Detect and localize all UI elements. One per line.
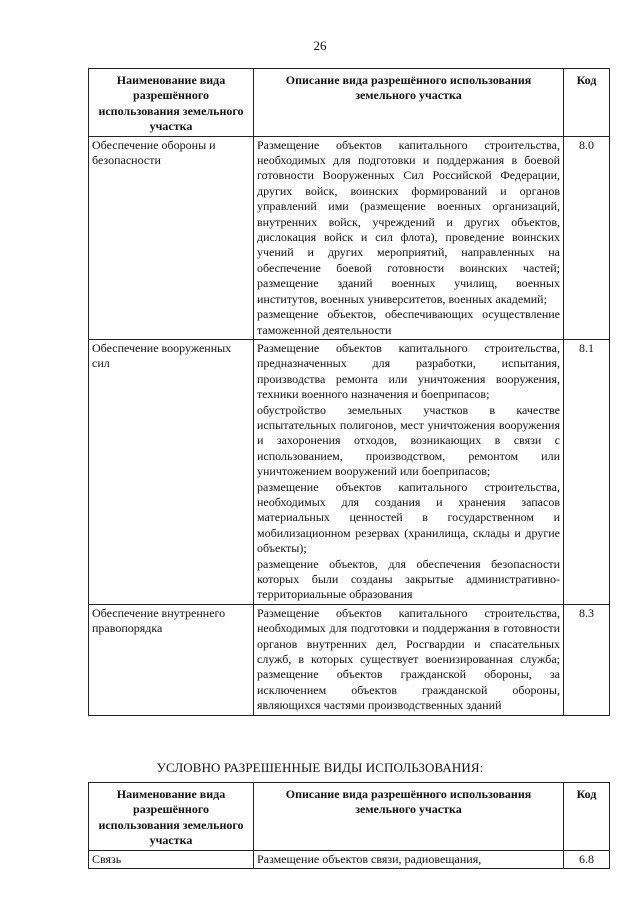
table-row xyxy=(89,339,610,604)
row-description xyxy=(254,136,564,339)
header-description: Описание вида разрешённого использования земельного участка xyxy=(254,783,564,851)
description-paragraph: Размещение объектов капитального строительства, необходимых для подготовки и поддержания в боевой готовности Вооруженных Сил Российской Федерации, других войск, воинских формирований и органов управлений ими (размещение военных организаций, внутренних войск, учреждений и других объектов, дислокация войск и сил флота), проведение воинских учений и других мероприятий, направленных на обеспечение боевой готовности воинских частей; размещение зданий военных училищ, военных институтов, военных университетов, военных академий; xyxy=(257,137,560,306)
description-paragraph: размещение объектов капитального строительства, необходимых для создания и хранения запасов материальных ценностей в государственном и мобилизационном резервах (хранилища, склады и другие объекты); xyxy=(257,479,560,556)
description-paragraph: Размещение объектов капитального строительства, необходимых для подготовки и поддержания в готовности органов внутренних дел, Росгвардии и спасательных служб, в которых существует военизированная служба; размещение объектов гражданской обороны, за исключением объектов гражданской обороны, являющихся частями производственных зданий xyxy=(257,605,560,713)
header-name: Наименование вида разрешённого использования земельного участка xyxy=(89,69,254,137)
row-name: Связь xyxy=(89,850,254,868)
page-number: 26 xyxy=(313,38,327,53)
row-name: Обеспечение внутреннего правопорядка xyxy=(89,604,254,715)
table-row xyxy=(89,850,610,868)
row-code: 8.3 xyxy=(564,604,610,715)
table-header-row xyxy=(89,69,610,137)
table-row xyxy=(89,136,610,339)
header-description: Описание вида разрешённого использования земельного участка xyxy=(254,69,564,137)
description-paragraph: обустройство земельных участков в качестве испытательных полигонов, мест уничтожения вооружения и захоронения отходов, возникающих в связи с использованием, производством, ремонтом или уничтожением вооружений или боеприпасов; xyxy=(257,402,560,479)
row-description xyxy=(254,604,564,715)
header-code: Код xyxy=(564,69,610,137)
table-row xyxy=(89,604,610,715)
row-description xyxy=(254,850,564,868)
header-name: Наименование вида разрешённого использования земельного участка xyxy=(89,783,254,851)
conditional-uses-table xyxy=(88,782,610,869)
row-code: 8.1 xyxy=(564,339,610,604)
table-header-row xyxy=(89,783,610,851)
description-paragraph: Размещение объектов капитального строительства, предназначенных для разработки, испытания, производства ремонта или уничтожения вооружения, техники военного назначения и боеприпасов; xyxy=(257,340,560,402)
header-code: Код xyxy=(564,783,610,851)
row-code: 6.8 xyxy=(564,850,610,868)
description-paragraph: размещение объектов, обеспечивающих осуществление таможенной деятельности xyxy=(257,307,560,337)
description-paragraph: размещение объектов, для обеспечения безопасности которых были созданы закрытые административно-территориальные образования xyxy=(257,556,560,602)
row-description xyxy=(254,339,564,604)
row-name: Обеспечение вооруженных сил xyxy=(89,339,254,604)
row-code: 8.0 xyxy=(564,136,610,339)
permitted-uses-table xyxy=(88,68,610,716)
description-paragraph: Размещение объектов связи, радиовещания, xyxy=(257,851,482,866)
row-name: Обеспечение обороны и безопасности xyxy=(89,136,254,339)
section-title: УСЛОВНО РАЗРЕШЕННЫЕ ВИДЫ ИСПОЛЬЗОВАНИЯ: xyxy=(156,760,484,775)
